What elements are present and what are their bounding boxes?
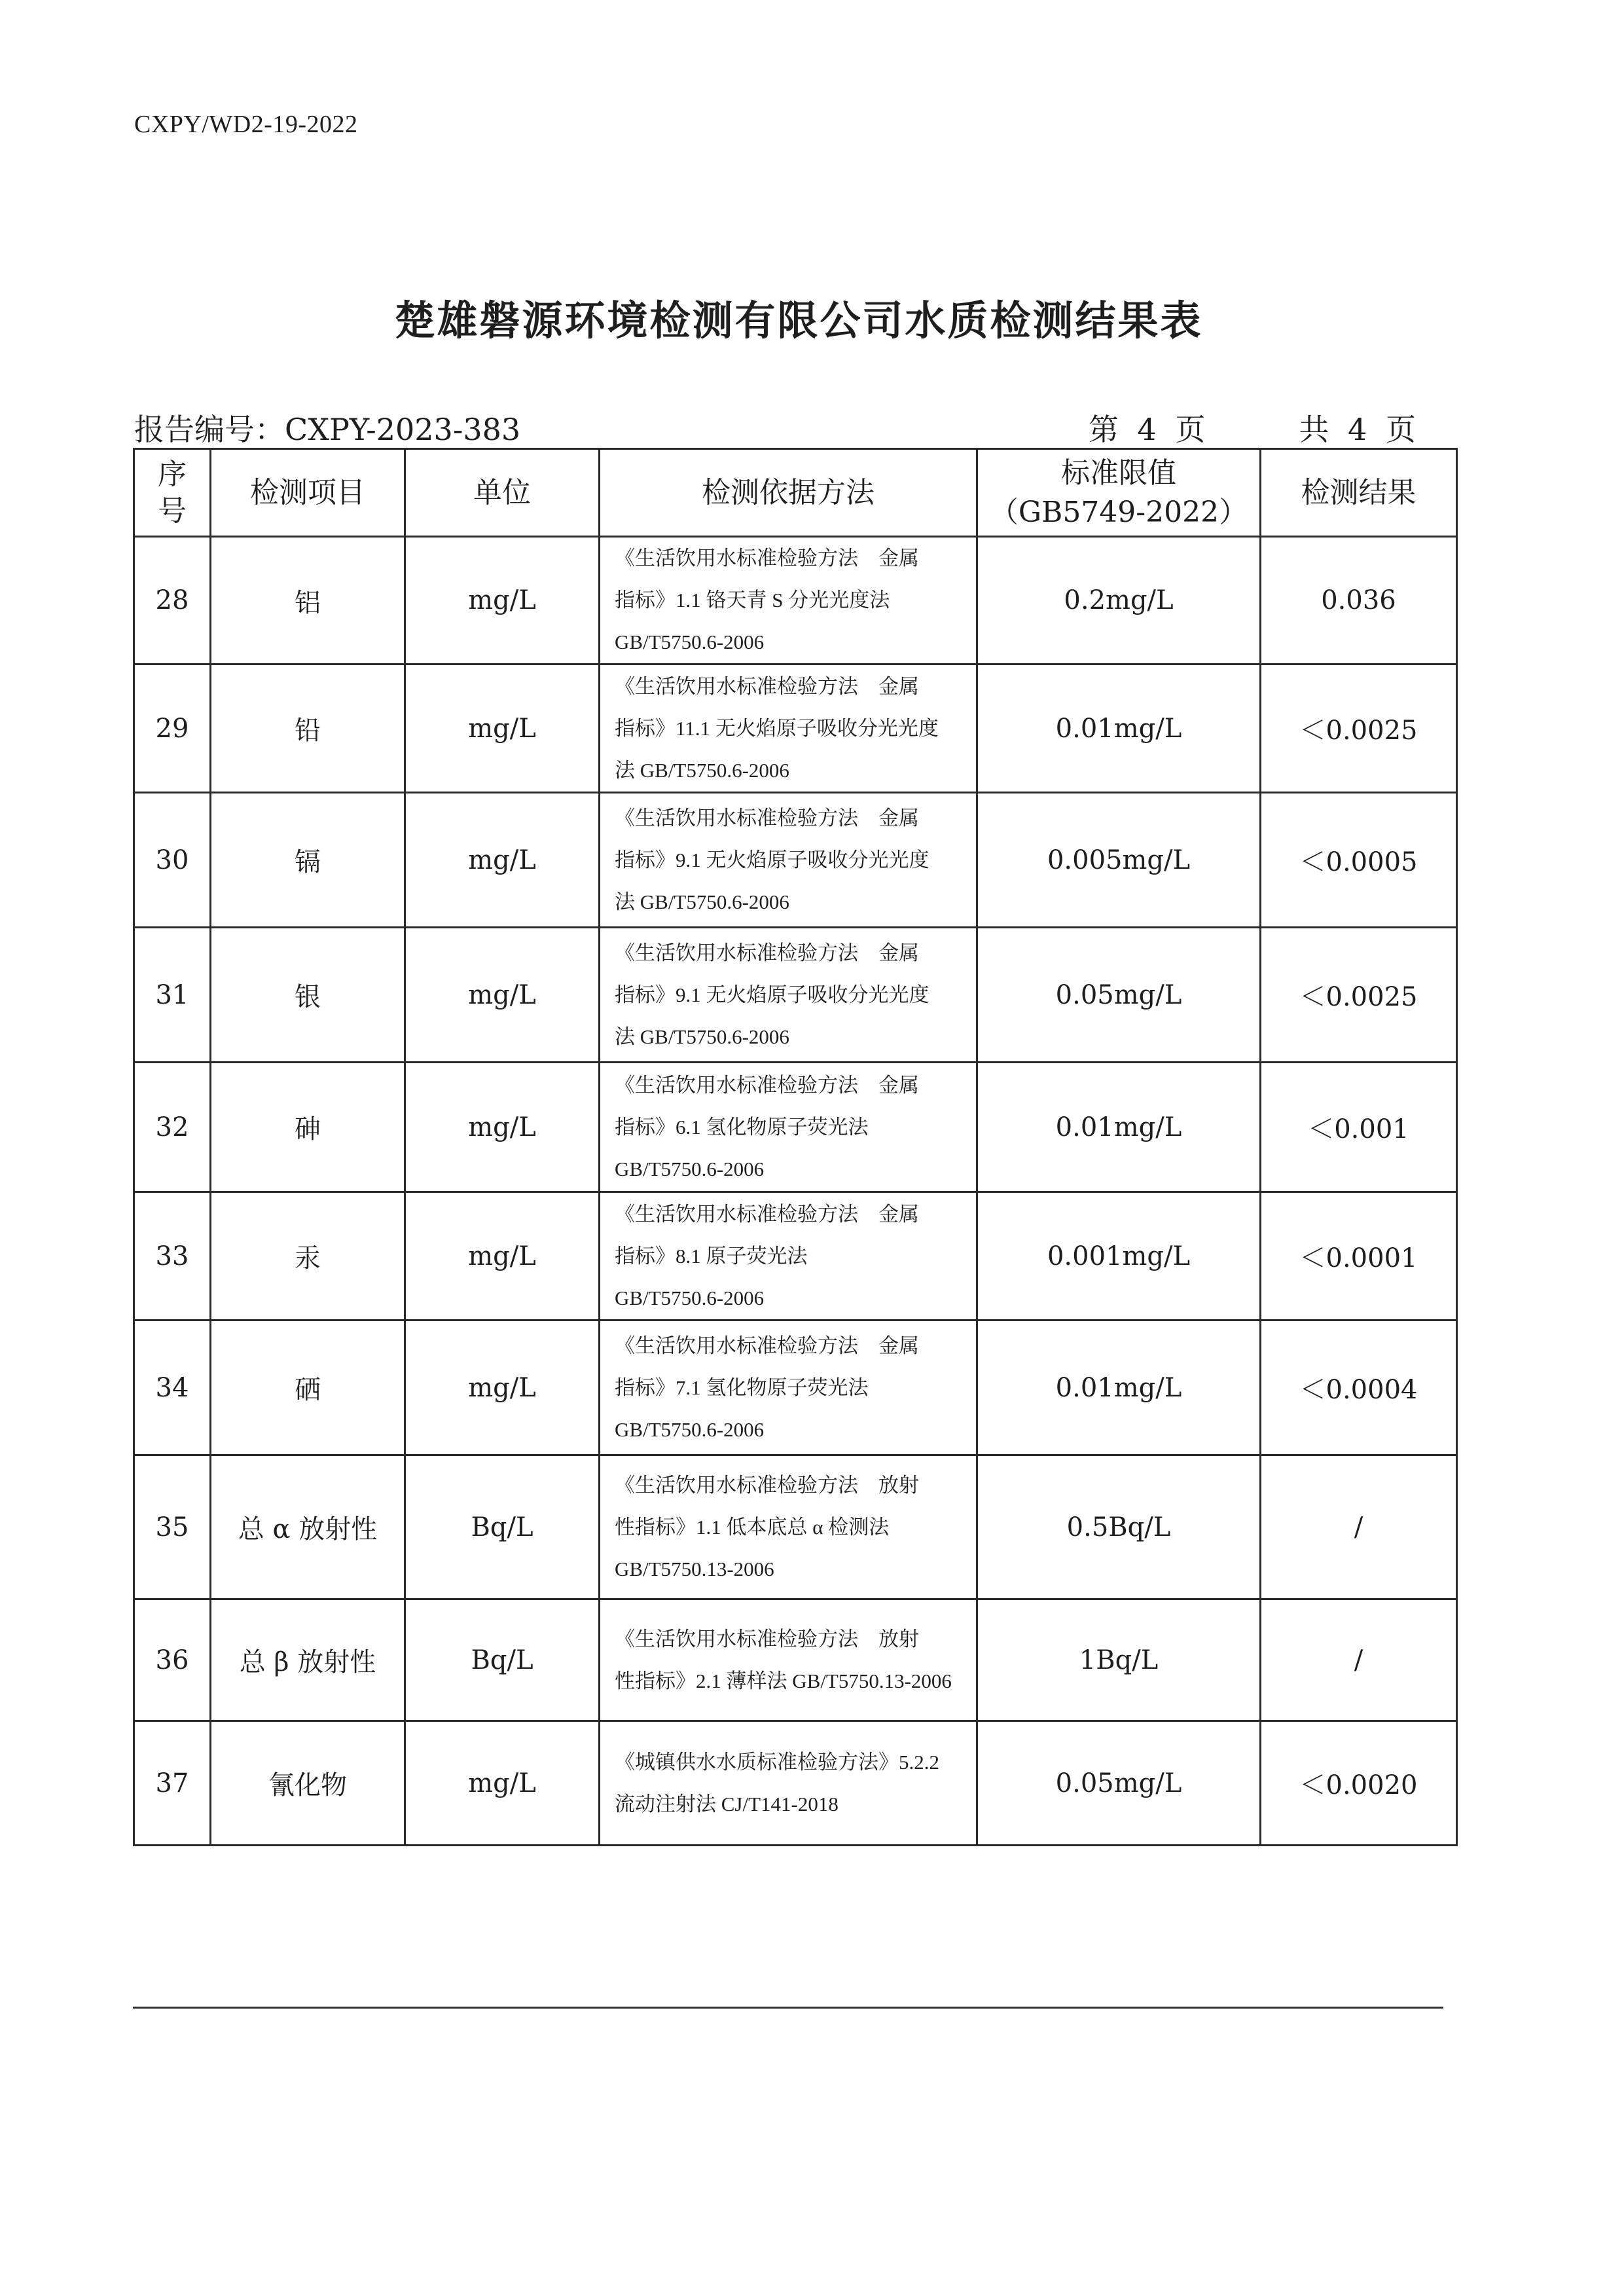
method-line: 性指标》1.1 低本底总 α 检测法 bbox=[615, 1515, 890, 1539]
method-line: 《生活饮用水标准检验方法 金属 bbox=[615, 674, 919, 698]
table-row bbox=[134, 537, 1457, 665]
row-limit: 0.01mg/L bbox=[977, 665, 1261, 793]
row-method bbox=[600, 1321, 977, 1455]
page-total: 共 4 页 bbox=[1299, 412, 1416, 447]
limit-header-bottom: （GB5749-2022） bbox=[989, 495, 1248, 529]
results-table bbox=[133, 448, 1458, 1846]
method-line: 指标》9.1 无火焰原子吸收分光光度 bbox=[615, 848, 929, 871]
method-line: 《生活饮用水标准检验方法 金属 bbox=[615, 1334, 919, 1357]
row-method bbox=[600, 665, 977, 793]
row-method bbox=[600, 928, 977, 1063]
method-line: 《城镇供水水质标准检验方法》5.2.2 bbox=[615, 1750, 939, 1774]
row-item: 铅 bbox=[211, 665, 405, 793]
seq-header-top: 序 bbox=[158, 457, 187, 491]
row-seq: 28 bbox=[134, 537, 211, 665]
row-unit: mg/L bbox=[405, 665, 600, 793]
method-line: 《生活饮用水标准检验方法 金属 bbox=[615, 1073, 919, 1097]
document-code: CXPY/WD2-19-2022 bbox=[134, 111, 358, 138]
row-item: 汞 bbox=[211, 1192, 405, 1321]
row-item: 总 α 放射性 bbox=[211, 1455, 405, 1599]
table-row bbox=[134, 665, 1457, 793]
row-item: 氰化物 bbox=[211, 1721, 405, 1846]
column-header-limit bbox=[977, 449, 1261, 537]
row-item: 总 β 放射性 bbox=[211, 1599, 405, 1721]
row-method bbox=[600, 1599, 977, 1721]
table-row bbox=[134, 1599, 1457, 1721]
row-method bbox=[600, 1192, 977, 1321]
row-limit: 0.001mg/L bbox=[977, 1192, 1261, 1321]
row-limit: 0.005mg/L bbox=[977, 793, 1261, 928]
table-header-row bbox=[134, 449, 1457, 537]
footer-divider bbox=[133, 2007, 1443, 2009]
table-row bbox=[134, 1721, 1457, 1846]
method-line: 《生活饮用水标准检验方法 金属 bbox=[615, 547, 919, 570]
limit-header-top: 标准限值 bbox=[1061, 456, 1176, 490]
row-limit: 0.05mg/L bbox=[977, 1721, 1261, 1846]
row-result: ＜0.0001 bbox=[1261, 1192, 1457, 1321]
row-limit: 0.5Bq/L bbox=[977, 1455, 1261, 1599]
method-line: 指标》11.1 无火焰原子吸收分光光度 bbox=[615, 716, 939, 740]
page-indicator bbox=[1089, 406, 1416, 449]
method-line: GB/T5750.6-2006 bbox=[615, 630, 765, 653]
column-header-seq bbox=[134, 449, 211, 537]
report-number: 报告编号：CXPY-2023-383 bbox=[134, 412, 521, 447]
method-line: 《生活饮用水标准检验方法 金属 bbox=[615, 941, 919, 964]
method-line: GB/T5750.6-2006 bbox=[615, 1157, 765, 1180]
table-row bbox=[134, 793, 1457, 928]
row-result: 0.036 bbox=[1261, 537, 1457, 665]
column-header-method: 检测依据方法 bbox=[600, 449, 977, 537]
row-unit: mg/L bbox=[405, 537, 600, 665]
method-line: 《生活饮用水标准检验方法 放射 bbox=[615, 1627, 919, 1650]
row-seq: 36 bbox=[134, 1599, 211, 1721]
row-seq: 32 bbox=[134, 1063, 211, 1192]
method-line: 《生活饮用水标准检验方法 金属 bbox=[615, 1202, 919, 1226]
seq-header-bottom: 号 bbox=[158, 494, 187, 528]
row-result: ＜0.0020 bbox=[1261, 1721, 1457, 1846]
row-limit: 0.2mg/L bbox=[977, 537, 1261, 665]
row-result: ＜0.0005 bbox=[1261, 793, 1457, 928]
row-seq: 34 bbox=[134, 1321, 211, 1455]
row-seq: 30 bbox=[134, 793, 211, 928]
row-result: ＜0.0025 bbox=[1261, 928, 1457, 1063]
row-item: 镉 bbox=[211, 793, 405, 928]
table-row bbox=[134, 1192, 1457, 1321]
column-header-result: 检测结果 bbox=[1261, 449, 1457, 537]
row-seq: 31 bbox=[134, 928, 211, 1063]
row-unit: mg/L bbox=[405, 1721, 600, 1846]
table-row bbox=[134, 1063, 1457, 1192]
row-item: 银 bbox=[211, 928, 405, 1063]
row-method bbox=[600, 1063, 977, 1192]
row-unit: Bq/L bbox=[405, 1455, 600, 1599]
row-seq: 37 bbox=[134, 1721, 211, 1846]
method-line: 流动注射法 CJ/T141-2018 bbox=[615, 1792, 839, 1815]
row-result: ＜0.0025 bbox=[1261, 665, 1457, 793]
row-unit: mg/L bbox=[405, 793, 600, 928]
row-method bbox=[600, 1455, 977, 1599]
row-limit: 0.05mg/L bbox=[977, 928, 1261, 1063]
method-line: GB/T5750.13-2006 bbox=[615, 1557, 774, 1580]
method-line: 性指标》2.1 薄样法 GB/T5750.13-2006 bbox=[615, 1669, 952, 1692]
table-row bbox=[134, 1321, 1457, 1455]
row-seq: 29 bbox=[134, 665, 211, 793]
row-unit: mg/L bbox=[405, 1192, 600, 1321]
column-header-item: 检测项目 bbox=[211, 449, 405, 537]
row-method bbox=[600, 537, 977, 665]
row-limit: 1Bq/L bbox=[977, 1599, 1261, 1721]
row-limit: 0.01mg/L bbox=[977, 1063, 1261, 1192]
row-unit: Bq/L bbox=[405, 1599, 600, 1721]
row-seq: 33 bbox=[134, 1192, 211, 1321]
method-line: GB/T5750.6-2006 bbox=[615, 1417, 765, 1441]
page-current: 第 4 页 bbox=[1088, 412, 1206, 447]
table-row bbox=[134, 1455, 1457, 1599]
method-line: 法 GB/T5750.6-2006 bbox=[615, 1025, 789, 1048]
method-line: 法 GB/T5750.6-2006 bbox=[615, 890, 789, 913]
row-item: 砷 bbox=[211, 1063, 405, 1192]
row-result: ＜0.001 bbox=[1261, 1063, 1457, 1192]
row-result: ＜0.0004 bbox=[1261, 1321, 1457, 1455]
document-title: 楚雄磐源环境检测有限公司水质检测结果表 bbox=[394, 297, 1203, 344]
row-seq: 35 bbox=[134, 1455, 211, 1599]
table-row bbox=[134, 928, 1457, 1063]
method-line: 指标》7.1 氢化物原子荧光法 bbox=[615, 1376, 869, 1399]
method-line: GB/T5750.6-2006 bbox=[615, 1286, 765, 1309]
method-line: 《生活饮用水标准检验方法 放射 bbox=[615, 1473, 919, 1497]
row-method bbox=[600, 1721, 977, 1846]
row-method bbox=[600, 793, 977, 928]
method-line: 《生活饮用水标准检验方法 金属 bbox=[615, 806, 919, 829]
row-item: 铝 bbox=[211, 537, 405, 665]
method-line: 指标》9.1 无火焰原子吸收分光光度 bbox=[615, 983, 929, 1006]
method-line: 指标》6.1 氢化物原子荧光法 bbox=[615, 1115, 869, 1139]
row-result: / bbox=[1261, 1455, 1457, 1599]
column-header-unit: 单位 bbox=[405, 449, 600, 537]
method-line: 法 GB/T5750.6-2006 bbox=[615, 758, 789, 782]
row-unit: mg/L bbox=[405, 1321, 600, 1455]
row-item: 硒 bbox=[211, 1321, 405, 1455]
row-result: / bbox=[1261, 1599, 1457, 1721]
method-line: 指标》1.1 铬天青 S 分光光度法 bbox=[615, 589, 890, 611]
row-limit: 0.01mg/L bbox=[977, 1321, 1261, 1455]
row-unit: mg/L bbox=[405, 928, 600, 1063]
method-line: 指标》8.1 原子荧光法 bbox=[615, 1244, 808, 1267]
row-unit: mg/L bbox=[405, 1063, 600, 1192]
